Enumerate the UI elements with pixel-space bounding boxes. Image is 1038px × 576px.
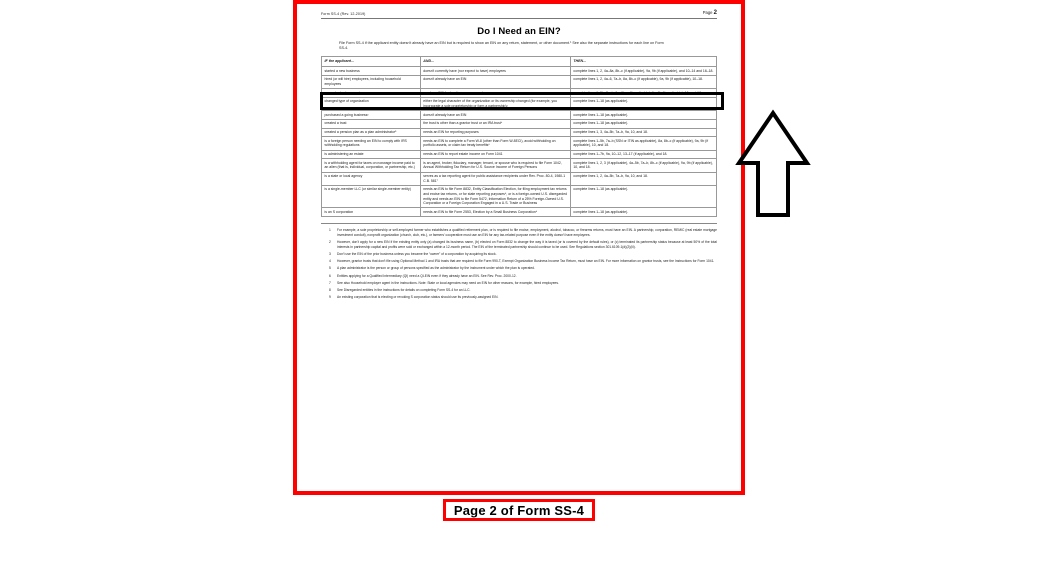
- footnote-item: [331, 295, 717, 300]
- cell-if: started a new business: [322, 67, 421, 76]
- footnote-text: See also Household employer agent in the instructions. Note: State or local agencies may need an EIN for other reasons, for example, hired employees.: [337, 280, 559, 285]
- cell-then: complete lines 1–18 (as applicable).: [570, 208, 716, 217]
- footnote-item: [331, 274, 717, 279]
- page-intro-text: File Form SS-4 if the applicant entity doesn't already have an EIN but is required to show an EIN on any return, statement, or other document.¹ See also the separate instructions for each line on Form SS-4.: [339, 40, 664, 50]
- cell-and: serves as a tax reporting agent for public assistance recipients under Rev. Proc. 80-4, 1980-1 C.B. 581⁷: [420, 172, 570, 185]
- footnote-item: [331, 228, 717, 237]
- footnote-number: 7: [329, 280, 331, 285]
- cell-if: is an S corporation: [322, 208, 421, 217]
- caption-banner: [443, 499, 595, 521]
- cell-and: doesn't already have an EIN: [420, 111, 570, 120]
- column-header-and: AND...: [420, 57, 570, 67]
- page-number: 2: [713, 10, 717, 16]
- footnote-item: [331, 281, 717, 286]
- table-row: [322, 172, 717, 185]
- table-row: [322, 159, 717, 172]
- page-title: Do I Need an EIN?: [477, 25, 561, 37]
- cell-if: is a foreign person needing an EIN to comply with IRS withholding regulations: [322, 137, 421, 150]
- cell-and: is an agent, broker, fiduciary, manager, tenant, or spouse who is required to file Form 1042, Annual Withholding Tax Return for U.S. Source Income of Foreign Persons: [420, 159, 570, 172]
- cell-if: is a state or local agency: [322, 172, 421, 185]
- cell-then: complete lines 1–18 (as applicable).: [570, 111, 716, 120]
- ein-requirements-table: [321, 56, 717, 217]
- footnote-text: Entities applying for a Qualified Intermediary (QI) need a QI-EIN even if they already have an EIN. See Rev. Proc. 2000-12.: [337, 273, 517, 278]
- cell-then: complete lines 1–5b, 7a–b, 9a, 9b–c (if applicable), 9a, 9b (if applicable), 10, and 18.: [570, 89, 716, 98]
- footnote-number: 5: [329, 266, 331, 271]
- table-row: [322, 111, 717, 120]
- footnote-text: See Disregarded entities in the instructions for details on completing Form SS-4 for an LLC.: [337, 288, 471, 293]
- table-row: [322, 185, 717, 207]
- footnote-item: [331, 259, 717, 264]
- cell-and: needs an EIN to complete a Form W-8 (other than Form W-8ECI), avoid withholding on portfolio assets, or claim tax treaty benefits⁶: [420, 137, 570, 150]
- cell-if: purchased a going business³: [322, 111, 421, 120]
- cell-if: created a pension plan as a plan administrator⁵: [322, 128, 421, 137]
- cell-and: needs an EIN to file Form 2553, Election by a Small Business Corporation⁹: [420, 208, 570, 217]
- footnote-number: 3: [329, 251, 331, 256]
- footnote-item: [331, 266, 717, 271]
- cell-then: complete lines 1, 2, 4a–5b, 7a–b, 9a, 10, and 18.: [570, 172, 716, 185]
- table-row: [322, 119, 717, 128]
- table-header-row: [322, 57, 717, 67]
- column-header-then: THEN...: [570, 57, 716, 67]
- table-row: [322, 97, 717, 110]
- cell-and: doesn't currently have (nor expect to have) employees: [420, 67, 570, 76]
- footnote-text: Don't use the EIN of the prior business unless you became the “owner” of a corporation by acquiring its stock.: [337, 251, 497, 256]
- footnote-text: A plan administrator is the person or group of persons specified as the administrator by the instrument under which the plan is operated.: [337, 266, 535, 271]
- cell-then: complete lines 1, 2, 4a–8a, 8b–c (if applicable), 9a, 9b (if applicable), and 10–14 and 16–18.: [570, 67, 716, 76]
- form-page-content: [297, 4, 741, 491]
- form-header: [321, 10, 717, 19]
- cell-if: is a single-member LLC (or similar single-member entity): [322, 185, 421, 207]
- cell-then: complete lines 1–18 (as applicable).: [570, 119, 716, 128]
- table-row: [322, 67, 717, 76]
- cell-and: needs an EIN for reporting purposes: [420, 128, 570, 137]
- footnote-number: 9: [329, 295, 331, 300]
- cell-then: complete lines 1–18 (as applicable).: [570, 97, 716, 110]
- table-row-highlighted: [322, 89, 717, 98]
- cell-if: is administering an estate: [322, 150, 421, 159]
- cell-and: either the legal character of the organization or its ownership changed (for example, you incorporate a sole proprietorship or form a partnership)²: [420, 97, 570, 110]
- footnote-number: 1: [329, 227, 331, 232]
- footnote-item: [331, 288, 717, 293]
- cell-then: complete lines 1, 2, 3 (if applicable), 4a–5b, 7a–b, 8b–c (if applicable), 9a, 9b (if applicable), 10, and 18.: [570, 159, 716, 172]
- footnote-number: 2: [329, 239, 331, 244]
- cell-then: complete lines 1, 3, 4a–5b, 7a–b, 9a, 10, and 18.: [570, 128, 716, 137]
- footnotes-divider: [321, 223, 717, 224]
- cell-then: complete lines 1–5b, 7a–b (SSN or ITIN as applicable), 8a, 8b–c (if applicable), 9a, 9b (if applicable), 10, and 18.: [570, 137, 716, 150]
- footnote-text: However, don't apply for a new EIN if the existing entity only (a) changed its business name, (b) elected on Form 8832 to change the way it is taxed (or is covered by the default rules), or (c) terminated its partnership status because at least 50% of the total interests in partnership capital and profits were sold or exchanged within a 12-month period. The EIN of the terminated partnership should continue to be used. See Regulations section 301.6109-1(d)(2)(iii).: [337, 239, 717, 249]
- cell-and: needs an EIN for banking purposes only: [420, 89, 570, 98]
- page-word: Page: [702, 10, 713, 15]
- cell-if: hired (or will hire) employees, including household employees: [322, 75, 421, 88]
- cell-then: complete lines 1–18 (as applicable).: [570, 185, 716, 207]
- table-row: [322, 208, 717, 217]
- cell-if: changed type of organization: [322, 97, 421, 110]
- footnote-number: 4: [329, 259, 331, 264]
- table-row: [322, 150, 717, 159]
- footnote-number: 6: [329, 273, 331, 278]
- cell-and: the trust is other than a grantor trust or an IRA trust⁴: [420, 119, 570, 128]
- table-row: [322, 128, 717, 137]
- cell-then: complete lines 1–7b, 9a, 10–12, 13–17 (if applicable), and 18.: [570, 150, 716, 159]
- up-arrow-pointer: [735, 109, 811, 219]
- footnote-text: An existing corporation that is electing or revoking S corporation status should use its previously-assigned EIN.: [337, 295, 499, 300]
- form-page-frame: [293, 0, 745, 495]
- caption-text: Page 2 of Form SS-4: [453, 502, 585, 518]
- footnote-number: 8: [329, 288, 331, 293]
- cell-and: doesn't already have an EIN: [420, 75, 570, 88]
- cell-and: needs an EIN to report estate income on Form 1041: [420, 150, 570, 159]
- footnote-text: However, grantor trusts that don't file using Optional Method 1 and IRA trusts that are required to file Form 990-T, Exempt Organization Business Income Tax Return, must have an EIN. For more information on grantor trusts, see the Instructions for Form 1041.: [337, 259, 715, 264]
- footnote-item: [331, 240, 717, 249]
- cell-if: created a trust: [322, 119, 421, 128]
- cell-and: needs an EIN to file Form 8832, Entity Classification Election, for filing employment tax returns and excise tax returns, or for state reporting purposes⁸, or is a foreign-owned U.S. disregarded entity and needs an EIN to file Form 5472, Information Return of a 25% Foreign-Owned U.S. Corporation or a Foreign Corporation Engaged in a U.S. Trade or Business: [420, 185, 570, 207]
- form-number-label: Form SS-4 (Rev. 12-2019): [321, 11, 366, 16]
- table-body: [322, 67, 717, 217]
- footnotes-list: [321, 228, 717, 300]
- cell-if: is a withholding agent for taxes on nonwage income paid to an alien (that is, individual, corporation, or partnership, etc.): [322, 159, 421, 172]
- table-row: [322, 75, 717, 88]
- footnote-text: For example, a sole proprietorship or self-employed farmer who establishes a qualified retirement plan, or is required to file excise, employment, alcohol, tobacco, or firearms returns, must have an EIN. A partnership, corporation, REMIC (real estate mortgage investment conduit), nonprofit organization (church, club, etc.), or farmers' cooperative must use an EIN for any tax-related purpose even if the entity doesn't have employees.: [337, 227, 717, 237]
- page-number-label: [703, 10, 717, 17]
- cell-then: complete lines 1, 2, 4a–6, 7a–b, 8a, 8b–c (if applicable), 9a, 9b (if applicable), 10–18.: [570, 75, 716, 88]
- footnote-item: [331, 252, 717, 257]
- table-row: [322, 137, 717, 150]
- column-header-if: IF the applicant...: [322, 57, 421, 67]
- cell-if: opened a bank account: [322, 89, 421, 98]
